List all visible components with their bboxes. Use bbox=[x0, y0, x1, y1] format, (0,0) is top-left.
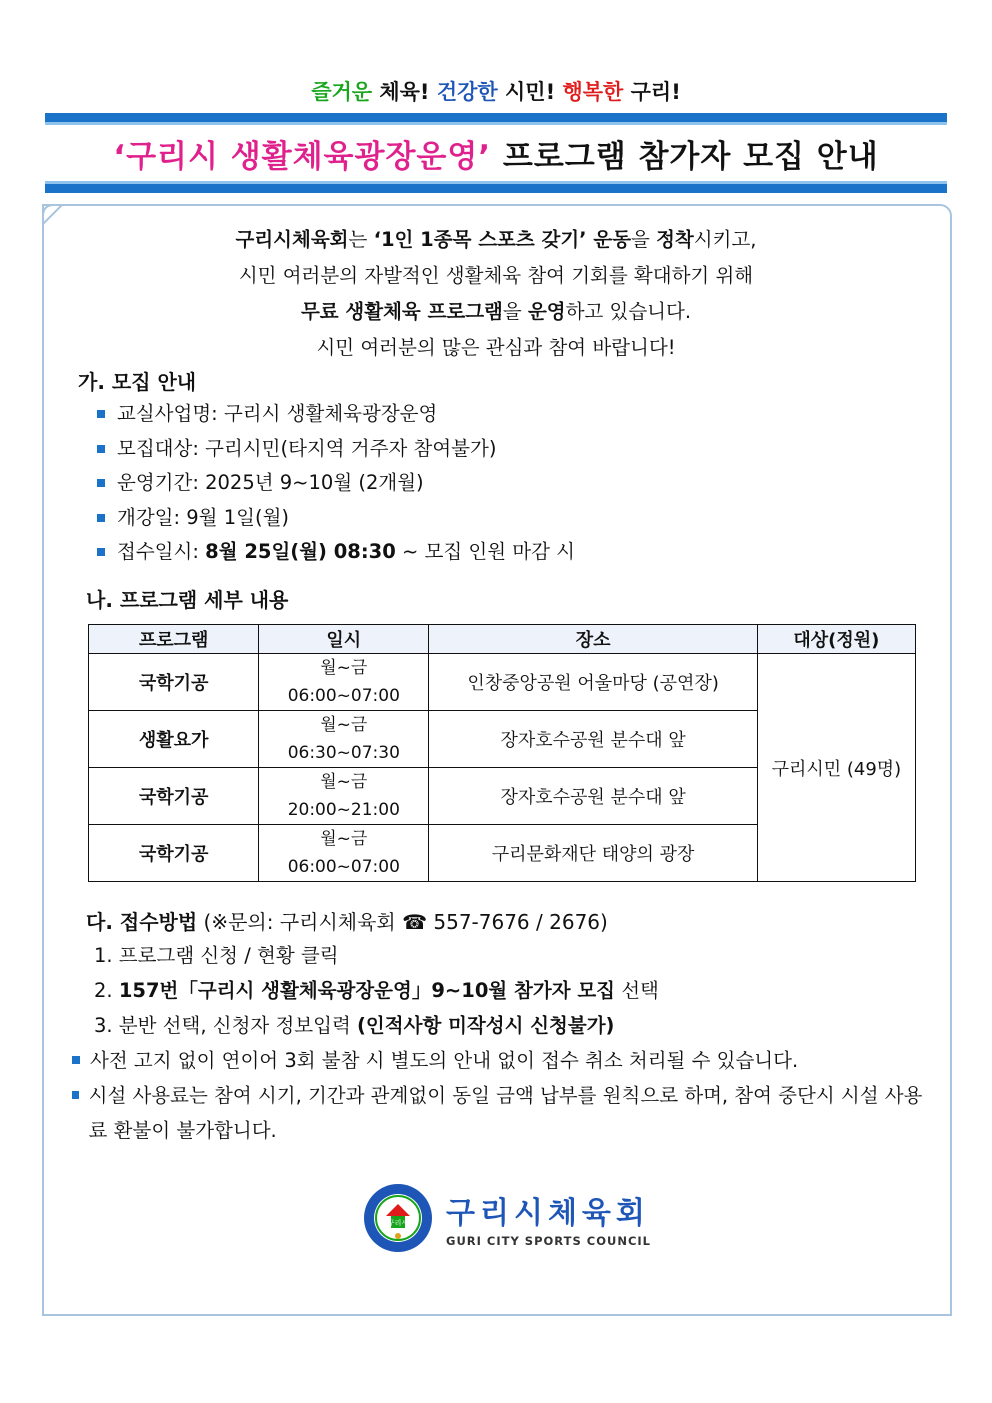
step-item: 1. 프로그램 신청 / 현황 클릭 bbox=[94, 944, 339, 967]
schedule-time: 06:00~07:00 bbox=[287, 857, 400, 877]
schedule-days: 월~금 bbox=[320, 772, 368, 792]
schedule-cell bbox=[259, 654, 429, 711]
title-rest: 프로그램 참가자 모집 안내 bbox=[502, 139, 879, 175]
intro-span: 는 bbox=[348, 228, 374, 251]
table-header-row bbox=[89, 625, 916, 654]
list-item-text: 운영기간: 2025년 9~10월 (2개월) bbox=[117, 471, 424, 494]
notice-list bbox=[72, 1043, 932, 1148]
seal-icon bbox=[362, 1182, 434, 1254]
intro-bold: 운영 bbox=[527, 300, 566, 323]
intro-line bbox=[0, 294, 992, 330]
step-item bbox=[94, 1008, 659, 1043]
title-bar-bottom bbox=[45, 184, 947, 193]
list-item-text: ~ 모집 인원 마감 시 bbox=[395, 540, 576, 563]
program-name: 국학기공 bbox=[89, 654, 259, 711]
intro-span: 을 bbox=[631, 228, 657, 251]
target-cell: 구리시민 (49명) bbox=[757, 654, 915, 882]
square-bullet-icon bbox=[72, 1056, 80, 1064]
list-item-text: 모집대상: 구리시민(타지역 거주자 참여불가) bbox=[117, 436, 497, 460]
table-header: 대상(정원) bbox=[757, 625, 915, 654]
square-bullet-icon bbox=[97, 410, 105, 418]
section-a-heading: 가. 모집 안내 bbox=[78, 370, 197, 394]
place-cell: 장자호수공원 분수대 앞 bbox=[429, 711, 757, 768]
seal-label: 구리시 bbox=[387, 1219, 409, 1227]
reception-datetime: 8월 25일(월) 08:30 bbox=[205, 540, 396, 563]
intro-line: 시민 여러분의 많은 관심과 참여 바랍니다! bbox=[316, 336, 676, 359]
schedule-cell bbox=[259, 825, 429, 882]
title-bar-top-thin bbox=[45, 122, 947, 125]
slogan-word: 즐거운 bbox=[311, 80, 373, 104]
step-number: 2. bbox=[94, 979, 119, 1002]
organization-logo bbox=[362, 1182, 651, 1254]
table-header: 프로그램 bbox=[89, 625, 259, 654]
section-c-heading: 다. 접수방법 bbox=[86, 910, 198, 934]
place-cell: 장자호수공원 분수대 앞 bbox=[429, 768, 757, 825]
notice-text: 사전 고지 없이 연이어 3회 불참 시 별도의 안내 없이 접수 취소 처리될 수 있습니다. bbox=[90, 1049, 799, 1072]
slogan-word: 구리! bbox=[630, 80, 681, 104]
program-name: 국학기공 bbox=[89, 825, 259, 882]
intro-bold: 구리시체육회 bbox=[235, 228, 349, 251]
section-c-heading-line bbox=[86, 906, 608, 935]
list-item bbox=[97, 501, 575, 536]
schedule-days: 월~금 bbox=[320, 658, 368, 678]
schedule-time: 20:00~21:00 bbox=[287, 800, 400, 820]
table-row bbox=[89, 654, 916, 711]
slogan-word: 체육! bbox=[379, 80, 430, 104]
place-cell: 구리문화재단 태양의 광장 bbox=[429, 825, 757, 882]
slogan bbox=[0, 76, 992, 106]
square-bullet-icon bbox=[72, 1091, 79, 1099]
title-highlight: ‘구리시 생활체육광장운영’ bbox=[113, 139, 492, 175]
page-title bbox=[0, 131, 992, 176]
schedule-time: 06:30~07:30 bbox=[287, 743, 400, 763]
step-bold: 157번「구리시 생활체육광장운영」9~10월 참가자 모집 bbox=[118, 979, 615, 1002]
schedule-days: 월~금 bbox=[320, 829, 368, 849]
section-a-list bbox=[97, 397, 575, 570]
intro-bold: 무료 생활체육 프로그램 bbox=[300, 300, 503, 323]
schedule-time: 06:00~07:00 bbox=[287, 686, 400, 706]
intro-text bbox=[0, 222, 992, 366]
notice-item bbox=[72, 1078, 932, 1148]
application-steps bbox=[94, 938, 659, 1043]
intro-line bbox=[0, 222, 992, 258]
list-item bbox=[97, 397, 575, 432]
step-text: 선택 bbox=[615, 979, 659, 1002]
contact-info: (※문의: 구리시체육회 ☎ 557-7676 / 2676) bbox=[197, 910, 608, 934]
list-item-text: 개강일: 9월 1일(월) bbox=[117, 505, 290, 529]
section-b-heading: 나. 프로그램 세부 내용 bbox=[86, 588, 289, 612]
square-bullet-icon bbox=[97, 548, 105, 556]
intro-span: 시키고, bbox=[693, 228, 757, 251]
slogan-word: 건강한 bbox=[436, 80, 498, 104]
notice-item bbox=[72, 1043, 932, 1078]
step-bold: (인적사항 미작성시 신청불가) bbox=[357, 1014, 615, 1037]
logo-korean: 구리시체육회 bbox=[446, 1196, 650, 1231]
program-name: 생활요가 bbox=[89, 711, 259, 768]
slogan-word: 행복한 bbox=[562, 80, 624, 104]
step-item bbox=[94, 973, 659, 1008]
table-header: 장소 bbox=[429, 625, 757, 654]
list-item-text: 교실사업명: 구리시 생활체육광장운영 bbox=[117, 402, 438, 425]
intro-bold: ‘1인 1종목 스포츠 갖기’ 운동 bbox=[373, 228, 632, 251]
logo-english: GURI CITY SPORTS COUNCIL bbox=[446, 1234, 651, 1248]
schedule-days: 월~금 bbox=[320, 715, 368, 735]
program-name: 국학기공 bbox=[89, 768, 259, 825]
list-item-text: 접수일시: bbox=[117, 540, 206, 563]
step-text: 3. 분반 선택, 신청자 정보입력 bbox=[94, 1014, 358, 1037]
intro-span: 하고 있습니다. bbox=[565, 300, 692, 323]
place-cell: 인창중앙공원 어울마당 (공연장) bbox=[429, 654, 757, 711]
list-item bbox=[97, 466, 575, 501]
program-table bbox=[88, 624, 916, 882]
list-item bbox=[97, 535, 575, 570]
intro-line: 시민 여러분의 자발적인 생활체육 참여 기회를 확대하기 위해 bbox=[238, 264, 754, 287]
list-item bbox=[97, 432, 575, 467]
square-bullet-icon bbox=[97, 445, 105, 453]
intro-span: 을 bbox=[502, 300, 528, 323]
intro-bold: 정착 bbox=[656, 228, 694, 251]
table-header: 일시 bbox=[259, 625, 429, 654]
square-bullet-icon bbox=[97, 514, 105, 522]
square-bullet-icon bbox=[97, 479, 105, 487]
schedule-cell bbox=[259, 768, 429, 825]
notice-text: 시설 사용료는 참여 시기, 기간과 관계없이 동일 금액 납부를 원칙으로 하며, 참여 중단시 시설 사용료 환불이 불가합니다. bbox=[88, 1084, 923, 1142]
slogan-word: 시민! bbox=[505, 80, 556, 104]
title-bar-top bbox=[45, 113, 947, 122]
schedule-cell bbox=[259, 711, 429, 768]
